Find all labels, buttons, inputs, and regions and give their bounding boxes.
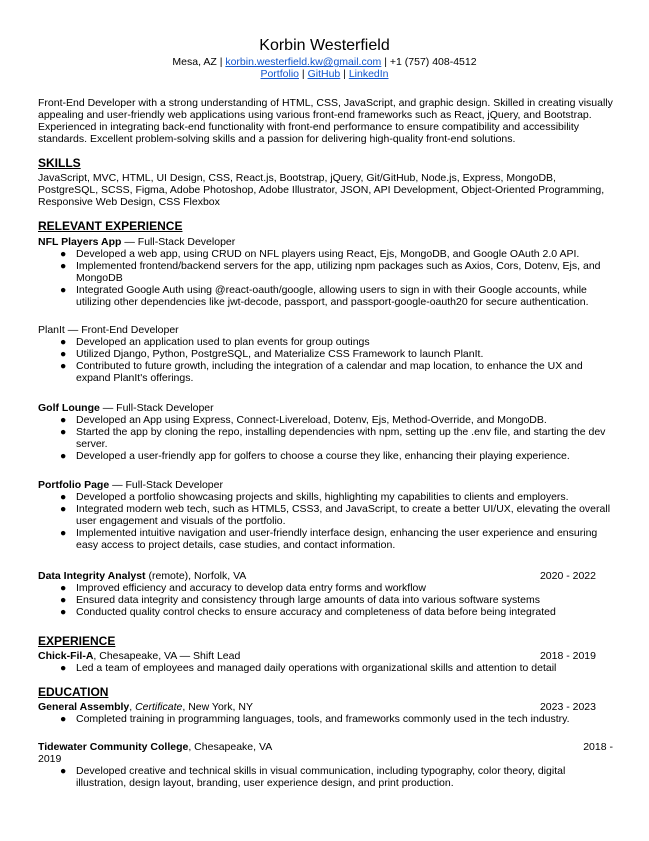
bullet-icon: ●: [60, 582, 67, 594]
candidate-name: Korbin Westerfield: [259, 37, 390, 54]
list-item: [38, 360, 613, 384]
bullet-text: Conducted quality control checks to ensure accuracy and completeness of data before being integrated: [76, 606, 556, 618]
bullet-icon: ●: [60, 594, 67, 606]
project-role: — Full-Stack Developer: [99, 402, 214, 414]
location: Mesa, AZ: [172, 56, 217, 68]
bullet-text: Implemented intuitive navigation and user-friendly interface design, enhancing the user experience and ensuring easy access to project details, case studies, and contact information.: [76, 527, 598, 551]
project-title-line: [38, 402, 613, 414]
project-nfl: [38, 236, 613, 308]
edu-bullets: [38, 713, 613, 725]
project-bullets: [38, 336, 613, 384]
project-name: NFL Players App: [38, 236, 122, 248]
list-item: [38, 426, 613, 450]
profile-links: [0, 68, 649, 80]
project-title-line: [38, 479, 613, 491]
school-location: , New York, NY: [182, 701, 253, 713]
email-link[interactable]: korbin.westerfield.kw@gmail.com: [225, 56, 382, 68]
job-dates: 2018 - 2019: [539, 650, 596, 662]
bullet-icon: ●: [60, 360, 67, 372]
school-name: General Assembly: [38, 701, 130, 713]
project-name: PlanIt: [38, 324, 65, 336]
phone: +1 (757) 408-4512: [389, 56, 477, 68]
list-item: [38, 414, 613, 426]
project-bullets: [38, 414, 613, 462]
linkedin-link[interactable]: LinkedIn: [348, 68, 389, 80]
bullet-text: Developed a user-friendly app for golfers to choose a course they like, enhancing their playing experience.: [76, 450, 570, 462]
list-item: [38, 582, 613, 594]
company-name: Chick-Fil-A: [38, 650, 94, 662]
edu-tidewater: [38, 741, 613, 789]
bullet-icon: ●: [60, 765, 67, 777]
summary-paragraph: Front-End Developer with a strong understanding of HTML, CSS, JavaScript, and graphic design. Skilled in creating visually appealing and user-friendly web applications using various front-end frameworks such as React, jQuery, and Bootstrap. Experienced in integrating back-end functionality with front-end performance to ensure compatibility and accessibility standards. Excellent problem-solving skills and a passion for delivering high-quality front-end solutions.: [38, 97, 613, 145]
job-title: Data Integrity Analyst: [38, 570, 146, 582]
experience-heading: EXPERIENCE: [38, 634, 116, 648]
bullet-icon: ●: [60, 606, 67, 618]
list-item: [38, 450, 613, 462]
list-item: [38, 527, 613, 551]
bullet-icon: ●: [60, 713, 67, 725]
job-title-line: [38, 650, 613, 662]
github-link[interactable]: GitHub: [307, 68, 341, 80]
list-item: [38, 348, 613, 360]
project-bullets: [38, 491, 613, 551]
list-item: [38, 284, 613, 308]
bullet-icon: ●: [60, 662, 67, 674]
list-item: [38, 503, 613, 527]
bullet-text: Developed an App using Express, Connect-Livereload, Dotenv, Ejs, Method-Override, and MongoDB.: [76, 414, 547, 426]
bullet-icon: ●: [60, 284, 67, 296]
job-dates: 2020 - 2022: [539, 570, 596, 582]
bullet-text: Developed a portfolio showcasing projects and skills, highlighting my capabilities to clients and employers.: [76, 491, 569, 503]
job-detail: (remote), Norfolk, VA: [145, 570, 247, 582]
bullet-text: Integrated Google Auth using @react-oauth/google, allowing users to sign in with their Google accounts, while utilizing other dependencies like jwt-decode, passport, and passport-google-oauth20 for secure authentication.: [76, 284, 589, 308]
skills-text: JavaScript, MVC, HTML, UI Design, CSS, React.js, Bootstrap, jQuery, Git/GitHub, Node.js, Express, MongoDB, PostgreSQL, SCSS, Figma, Adobe Photoshop, Adobe Illustrator, JSON, API Development, Object-Oriented Programming, Responsive Web Design, CSS Flexbox: [38, 172, 605, 208]
list-item: [38, 713, 613, 725]
relevant-experience-heading: RELEVANT EXPERIENCE: [38, 219, 183, 233]
bullet-text: Started the app by cloning the repo, installing dependencies with npm, setting up the .env file, and starting the dev server.: [76, 426, 606, 450]
project-name: Golf Lounge: [38, 402, 100, 414]
separator: |: [381, 56, 390, 68]
skills-heading: SKILLS: [38, 156, 81, 170]
separator: |: [299, 68, 308, 80]
education-heading: EDUCATION: [38, 685, 109, 699]
credential: Certificate: [135, 701, 183, 713]
project-bullets: [38, 248, 613, 308]
separator: |: [216, 56, 226, 68]
bullet-icon: ●: [60, 348, 67, 360]
edu-dates-end: 2019: [38, 753, 62, 765]
project-role: — Full-Stack Developer: [109, 479, 223, 491]
bullet-text: Developed a web app, using CRUD on NFL players using React, Ejs, MongoDB, and Google OAuth 2.0 API.: [76, 248, 580, 260]
bullet-text: Completed training in programming languages, tools, and frameworks commonly used in the tech industry.: [76, 713, 570, 725]
list-item: [38, 248, 613, 260]
list-item: [38, 336, 613, 348]
job-title-line: [38, 570, 613, 582]
bullet-icon: ●: [60, 503, 67, 515]
list-item: [38, 491, 613, 503]
project-title-line: [38, 324, 613, 336]
bullet-icon: ●: [60, 336, 67, 348]
project-role: — Front-End Developer: [64, 324, 179, 336]
school-location: , Chesapeake, VA: [188, 741, 273, 753]
bullet-icon: ●: [60, 450, 67, 462]
separator: |: [340, 68, 349, 80]
bullet-icon: ●: [60, 527, 67, 539]
job-bullets: [38, 582, 613, 618]
bullet-text: Implemented frontend/backend servers for the app, utilizing npm packages such as Axios, Cors, Dotenv, Ejs, and MongoDB: [76, 260, 601, 284]
job-detail: , Chesapeake, VA — Shift Lead: [93, 650, 241, 662]
bullet-text: Ensured data integrity and consistency through large amounts of data into various software systems: [76, 594, 540, 606]
job-bullets: [38, 662, 613, 674]
bullet-text: Led a team of employees and managed daily operations with organizational skills and attention to detail: [76, 662, 557, 674]
edu-dates-start: 2018 -: [583, 741, 613, 753]
bullet-text: Developed creative and technical skills in visual communication, including typography, color theory, digital illustration, design layout, branding, user experience design, and print production.: [76, 765, 566, 789]
bullet-icon: ●: [60, 248, 67, 260]
edu-dates: 2023 - 2023: [539, 701, 596, 713]
bullet-icon: ●: [60, 414, 67, 426]
contact-line: [0, 56, 649, 68]
bullet-text: Developed an application used to plan events for group outings: [76, 336, 370, 348]
project-name: Portfolio Page: [38, 479, 110, 491]
list-item: [38, 594, 613, 606]
edu-general-assembly: [38, 701, 613, 725]
bullet-text: Contributed to future growth, including the integration of a calendar and map location, to enhance the UX and expand PlanIt's offerings.: [76, 360, 583, 384]
list-item: [38, 765, 613, 789]
separator: ,: [129, 701, 136, 713]
bullet-icon: ●: [60, 491, 67, 503]
job-data-integrity: [38, 570, 613, 618]
bullet-text: Integrated modern web tech, such as HTML5, CSS3, and JavaScript, to create a better UI/UX, elevating the overall user engagement and visuals of the portfolio.: [76, 503, 611, 527]
project-portfolio-page: [38, 479, 613, 551]
list-item: [38, 260, 613, 284]
project-golf-lounge: [38, 402, 613, 462]
project-role: — Full-Stack Developer: [121, 236, 236, 248]
list-item: [38, 606, 613, 618]
job-chick-fil-a: [38, 650, 613, 674]
list-item: [38, 662, 613, 674]
project-title-line: [38, 236, 613, 248]
edu-title-line: [38, 701, 613, 713]
bullet-icon: ●: [60, 426, 67, 438]
bullet-text: Utilized Django, Python, PostgreSQL, and Materialize CSS Framework to launch PlanIt.: [76, 348, 484, 360]
edu-title-line: [38, 741, 613, 753]
portfolio-link[interactable]: Portfolio: [260, 68, 299, 80]
edu-bullets: [38, 765, 613, 789]
project-planit: [38, 324, 613, 384]
bullet-text: Improved efficiency and accuracy to develop data entry forms and workflow: [76, 582, 426, 594]
bullet-icon: ●: [60, 260, 67, 272]
school-name: Tidewater Community College: [38, 741, 189, 753]
